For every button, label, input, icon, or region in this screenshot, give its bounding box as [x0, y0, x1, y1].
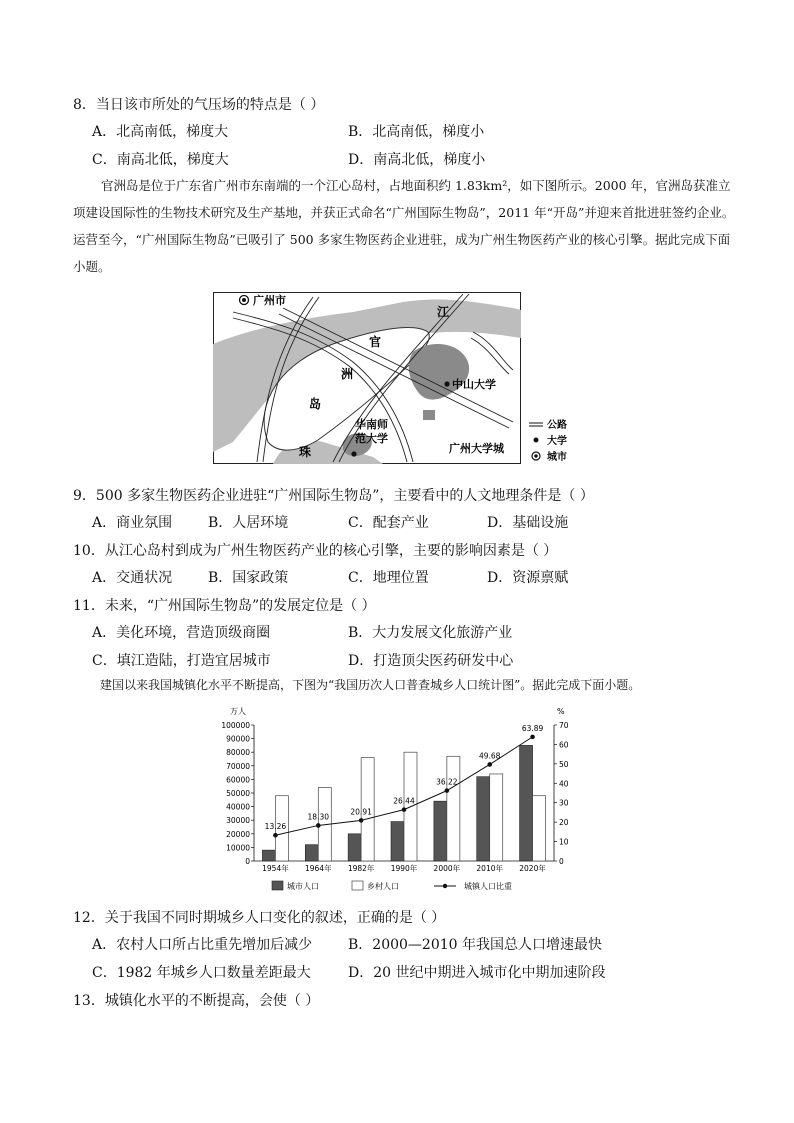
label-huanan-1: 华南师 [355, 418, 388, 431]
q11-option-d[interactable]: D．打造顶尖医药研发中心 [348, 653, 514, 669]
label-zhu: 珠 [299, 445, 312, 459]
q12-option-a[interactable]: A．农村人口所占比重先增加后减少 [92, 937, 313, 953]
legend-ratio-label: 城镇人口比重 [464, 882, 512, 891]
q10-option-b[interactable]: B．国家政策 [208, 570, 289, 586]
urbanization-label: 18.30 [307, 812, 330, 822]
left-tick-label: 40000 [226, 802, 250, 812]
x-tick-label: 1964年 [304, 864, 332, 873]
urban-bar [391, 822, 404, 861]
left-axis-unit: 万人 [230, 707, 246, 716]
q12-option-d[interactable]: D．20 世纪中期进入城市化中期加速阶段 [348, 965, 606, 981]
urbanization-label: 26.44 [393, 796, 415, 806]
right-tick-label: 50 [559, 759, 569, 769]
urban-bar [348, 834, 361, 861]
urbanization-label: 49.68 [478, 751, 501, 761]
legend-university-icon [534, 438, 539, 443]
rural-bar [533, 796, 546, 861]
q9-stem: 9．500 多家生物医药企业进驻“广州国际生物岛”，主要看中的人文地理条件是（ ） [73, 488, 594, 504]
label-jiang: 江 [437, 305, 450, 319]
passage-guanzhou: 官洲岛是位于广东省广州市东南端的一个江心岛村，占地面积约 1.83km²，如下图所示。2000 年，官洲岛获准立项建设国际性的生物技术研究及生产基地，并获正式命名“广州国际生物岛”，2011 年“开岛”并迎来首批进驻签约企业。运营至今，“广州国际生物岛”已吸引了 500 多家生物医药企业进驻，成为广州生物医药产业的核心引擎。据此完成下面小题。 [73, 178, 735, 274]
q10-option-a[interactable]: A．交通状况 [92, 570, 173, 586]
x-tick-label: 1982年 [347, 864, 375, 873]
urban-bar [262, 850, 275, 861]
left-tick-label: 70000 [226, 761, 250, 771]
legend-university-label: 大学 [547, 436, 567, 447]
q8-option-c[interactable]: C．南高北低，梯度大 [92, 152, 229, 168]
x-tick-label: 2000年 [433, 864, 461, 873]
left-tick-label: 30000 [226, 816, 250, 826]
urbanization-point [316, 823, 321, 828]
urbanization-label: 13.26 [264, 822, 287, 832]
left-tick-label: 60000 [226, 775, 250, 785]
urbanization-point [359, 818, 364, 823]
q11-option-b[interactable]: B．大力发展文化旅游产业 [348, 625, 513, 641]
urbanization-label: 36.22 [436, 777, 458, 787]
x-tick-label: 2020年 [519, 864, 546, 873]
label-dao: 岛 [309, 397, 322, 411]
urban-bar [477, 777, 490, 861]
q12-option-c[interactable]: C．1982 年城乡人口数量差距最大 [92, 965, 311, 981]
urbanization-point [445, 788, 450, 793]
q11-option-a[interactable]: A．美化环境，营造顶级商圈 [92, 625, 271, 641]
left-tick-label: 100000 [221, 721, 250, 730]
label-guan: 官 [369, 335, 382, 349]
urbanization-point [402, 807, 407, 812]
urbanization-point [530, 735, 535, 740]
right-tick-label: 30 [559, 798, 569, 808]
rural-bar [490, 774, 503, 861]
label-guangzhou-city: 广州市 [253, 294, 286, 307]
right-tick-label: 0 [559, 857, 564, 866]
label-huanan-2: 范大学 [355, 432, 388, 445]
q10-option-d[interactable]: D．资源禀赋 [487, 570, 569, 586]
q13-stem: 13．城镇化水平的不断提高，会使（ ） [73, 993, 320, 1009]
legend-rural-label: 乡村人口 [367, 882, 399, 891]
q9-option-a[interactable]: A．商业氛围 [92, 515, 173, 531]
map-legend [527, 418, 579, 468]
urban-bar [434, 801, 447, 861]
right-tick-label: 10 [559, 837, 569, 847]
q9-option-d[interactable]: D．基础设施 [487, 515, 569, 531]
q11-option-c[interactable]: C．填江造陆，打造宜居城市 [92, 653, 271, 669]
x-tick-label: 1954年 [262, 864, 289, 873]
q12-stem: 12．关于我国不同时期城乡人口变化的叙述，正确的是（ ） [73, 910, 446, 926]
census-population-chart [220, 703, 590, 899]
x-tick-label: 1990年 [390, 864, 418, 873]
urbanization-label: 20.91 [350, 807, 372, 817]
rural-bar [447, 756, 460, 861]
q8-option-a[interactable]: A．北高南低，梯度大 [92, 124, 229, 140]
legend-urban-label: 城市人口 [287, 882, 319, 891]
right-tick-label: 20 [559, 818, 569, 828]
q10-stem: 10．从江心岛村到成为广州生物医药产业的核心引擎，主要的影响因素是（ ） [73, 543, 558, 559]
legend-rural-swatch [352, 881, 363, 890]
urban-bar [305, 845, 318, 861]
q8-option-b[interactable]: B．北高南低，梯度小 [348, 124, 485, 140]
left-tick-label: 90000 [226, 734, 250, 744]
q9-option-c[interactable]: C．配套产业 [348, 515, 429, 531]
q10-option-c[interactable]: C．地理位置 [348, 570, 429, 586]
x-tick-label: 2010年 [476, 864, 504, 873]
left-tick-label: 10000 [226, 843, 250, 853]
left-tick-label: 0 [245, 857, 250, 866]
urban-bar [520, 745, 533, 861]
right-axis-unit: % [557, 707, 565, 716]
guanzhou-island-map [213, 292, 521, 464]
university-marker-icon [351, 451, 356, 456]
urbanization-point [487, 762, 492, 767]
legend-city-label: 城市 [547, 452, 567, 463]
legend-line-marker [443, 884, 447, 888]
q12-option-b[interactable]: B．2000—2010 年我国总人口增速最快 [348, 937, 602, 953]
left-tick-label: 20000 [226, 829, 250, 839]
urbanization-label: 63.89 [521, 723, 544, 733]
q8-option-d[interactable]: D．南高北低，梯度小 [348, 152, 486, 168]
q11-stem: 11．未来，“广州国际生物岛”的发展定位是（ ） [73, 598, 376, 614]
legend-road-label: 公路 [547, 420, 567, 431]
urbanization-point [273, 833, 278, 838]
right-tick-label: 40 [559, 779, 569, 789]
label-zhou: 洲 [341, 367, 354, 381]
passage-census: 建国以来我国城镇化水平不断提高，下图为“我国历次人口普查城乡人口统计图”。据此完成下面小题。 [100, 678, 641, 692]
left-tick-label: 50000 [226, 789, 250, 798]
q9-option-b[interactable]: B．人居环境 [208, 515, 289, 531]
right-tick-label: 70 [559, 721, 569, 730]
university-marker-icon [444, 381, 449, 386]
left-tick-label: 80000 [226, 748, 250, 758]
campus-block [423, 410, 435, 420]
q8-stem: 8．当日该市所处的气压场的特点是（ ） [73, 97, 325, 113]
legend-urban-swatch [272, 881, 283, 890]
right-tick-label: 60 [559, 740, 569, 750]
label-zhongshan: 中山大学 [452, 378, 496, 391]
label-university-town: 广州大学城 [449, 442, 504, 455]
